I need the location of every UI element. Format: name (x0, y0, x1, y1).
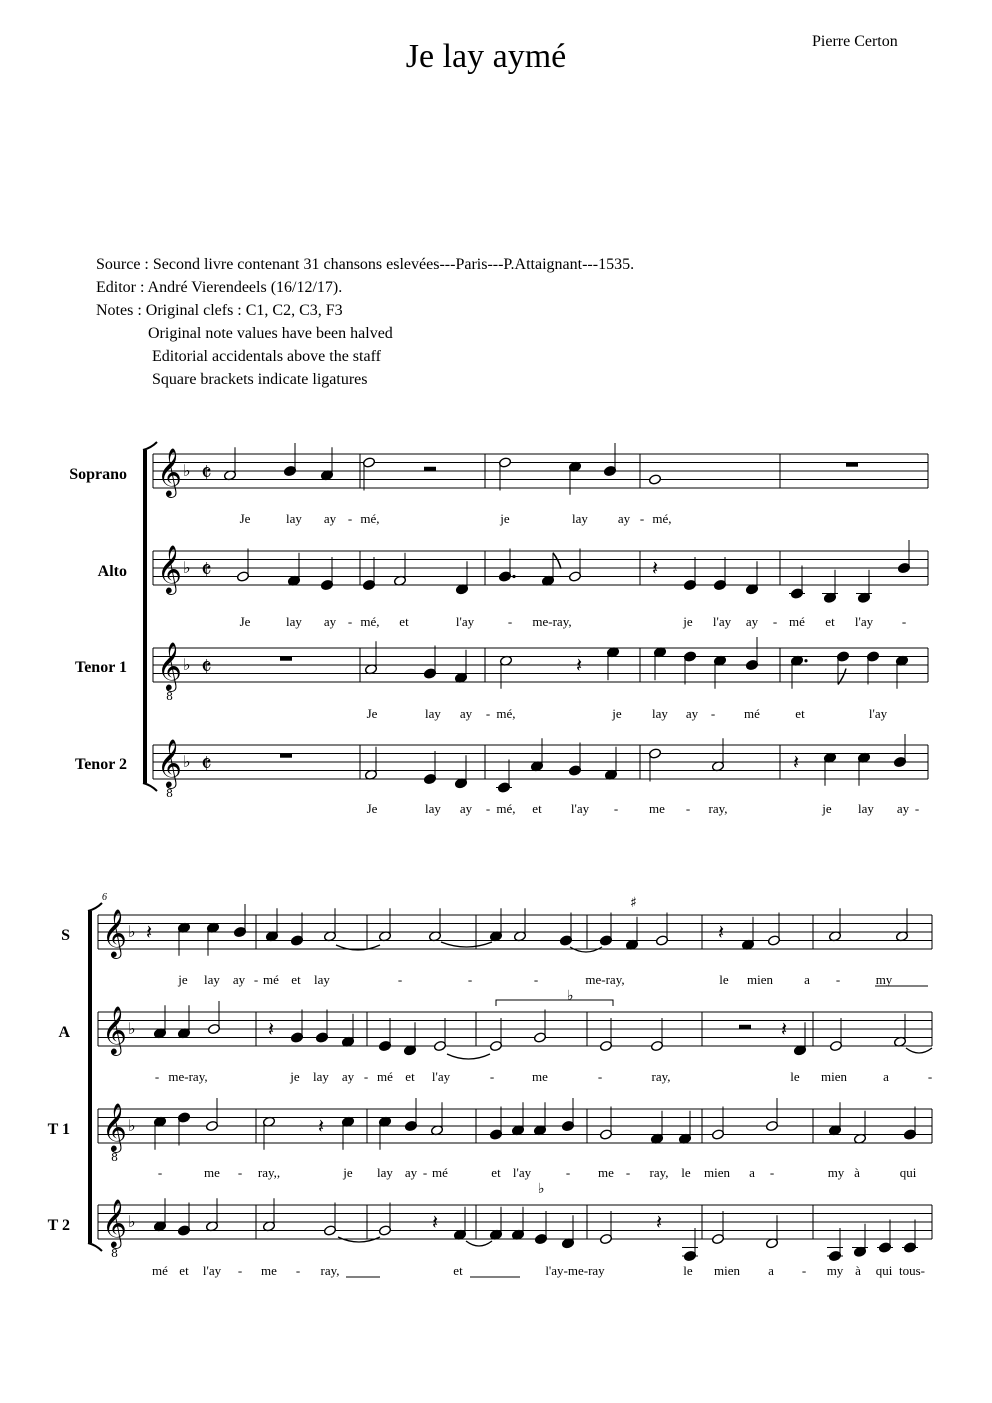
quarter-rest: 𝄽 (781, 1017, 788, 1041)
lyric-syllable: - (467, 972, 473, 987)
lyric-syllable: mé (432, 1165, 448, 1180)
lyric-syllable: me-ray, (585, 972, 625, 987)
lyric-syllable: ay (459, 706, 473, 721)
quarter-rest: 𝄽 (576, 653, 583, 677)
lyric-syllable: my (875, 972, 893, 987)
lyric-syllable: et (399, 614, 409, 629)
quarter-rest: 𝄽 (793, 750, 800, 774)
voice-abbr-a: A (58, 1024, 70, 1041)
lyric-syllable: mé, (496, 801, 516, 816)
lyric-syllable: l'ay (202, 1263, 222, 1278)
lyric-syllable: mé, (496, 706, 516, 721)
lyric-syllable: je (290, 1069, 300, 1084)
lyric-syllable: et (491, 1165, 501, 1180)
lyric-syllable: à (854, 1165, 860, 1180)
lyric-syllable: my (826, 1263, 844, 1278)
lyric-syllable: - (253, 972, 259, 987)
lyric-syllable: ay (341, 1069, 355, 1084)
treble-clef-icon: 𝄞 (157, 641, 182, 690)
tie (441, 942, 492, 947)
flat-key-signature: ♭ (183, 461, 191, 480)
lyric-syllable: - (237, 1165, 243, 1180)
treble-clef-icon: 𝄞 (157, 544, 182, 593)
lyric-syllable: - (639, 511, 645, 526)
lyric-syllable: ay (896, 801, 910, 816)
treble-clef-icon: 𝄞 (157, 738, 182, 787)
lyric-syllable: - (154, 1069, 160, 1084)
flat-key-signature: ♭ (128, 1212, 136, 1231)
lyric-syllable: et (532, 801, 542, 816)
tie (466, 1241, 492, 1246)
accidentals-note: Editorial accidentals above the staff (96, 348, 381, 365)
lyric-syllable: - (565, 1165, 571, 1180)
lyric-syllable: - (347, 511, 353, 526)
lyric-syllable: et (405, 1069, 415, 1084)
editor-note: Editor : André Vierendeels (16/12/17). (96, 279, 343, 296)
voice-name-alto: Alto (97, 563, 127, 580)
quarter-rest: 𝄽 (318, 1114, 325, 1138)
lyric-syllable: - (901, 614, 907, 629)
octave-mark: 8 (166, 690, 173, 703)
treble-clef-icon: 𝄞 (157, 447, 182, 496)
lyric-syllable: mien (704, 1165, 730, 1180)
lyric-syllable: ray, (649, 1165, 669, 1180)
lyric-syllable: - (347, 614, 353, 629)
lyric-syllable: lay (286, 614, 302, 629)
quarter-rest: 𝄽 (656, 1210, 663, 1234)
lyric-syllable: a (749, 1165, 755, 1180)
lyric-syllable: me (261, 1263, 277, 1278)
page-title: Je lay aymé (405, 38, 567, 75)
flat-key-signature: ♭ (183, 655, 191, 674)
octave-mark: 8 (166, 787, 173, 800)
lyric-syllable: l'ay (570, 801, 590, 816)
lyric-syllable: mien (714, 1263, 740, 1278)
voice-abbr-t2: T 2 (47, 1217, 70, 1234)
lyric-syllable: - (533, 972, 539, 987)
flat-key-signature: ♭ (128, 1019, 136, 1038)
lyric-syllable: et (825, 614, 835, 629)
quarter-rest: 𝄽 (268, 1017, 275, 1041)
bracket-bottom (143, 783, 157, 791)
whole-rest (846, 463, 858, 467)
quarter-rest: 𝄽 (432, 1210, 439, 1234)
lyric-syllable: - (422, 1165, 428, 1180)
lyric-syllable: a (804, 972, 810, 987)
lyric-syllable: mien (747, 972, 773, 987)
lyric-syllable: me-ray, (168, 1069, 208, 1084)
lyric-syllable: ray,, (257, 1165, 281, 1180)
treble-clef-icon: 𝄞 (102, 1198, 127, 1247)
lyric-syllable: l'ay (512, 1165, 532, 1180)
lyric-syllable: et (795, 706, 805, 721)
lyric-syllable: a (883, 1069, 889, 1084)
lyric-syllable: Je (366, 801, 378, 816)
quarter-rest: 𝄽 (718, 920, 725, 944)
lyric-syllable: ay (232, 972, 246, 987)
whole-rest (280, 754, 292, 758)
lyric-syllable: - (397, 972, 403, 987)
lyric-syllable: lay (425, 801, 441, 816)
voice-abbr-s: S (61, 927, 70, 944)
lyric-syllable: ay (617, 511, 631, 526)
lyric-syllable: à (855, 1263, 861, 1278)
cut-time-signature: 𝄵 (201, 556, 212, 584)
lyric-syllable: mé (263, 972, 279, 987)
lyric-syllable: lay (313, 1069, 329, 1084)
lyric-syllable: mé, (360, 511, 380, 526)
lyric-syllable: - (489, 1069, 495, 1084)
lyric-syllable: je (178, 972, 188, 987)
flat-key-signature: ♭ (128, 922, 136, 941)
lyric-syllable: je (683, 614, 693, 629)
lyric-syllable: me (649, 801, 665, 816)
flat-key-signature: ♭ (183, 558, 191, 577)
voice-name-tenor2: Tenor 2 (74, 756, 127, 773)
lyric-syllable: - (835, 972, 841, 987)
lyric-syllable: et (453, 1263, 463, 1278)
lyric-syllable: Je (239, 614, 251, 629)
lyric-syllable: Je (239, 511, 251, 526)
lyric-syllable: lay (286, 511, 302, 526)
lyric-syllable: qui (875, 1263, 893, 1278)
ligatures-note: Square brackets indicate ligatures (96, 371, 368, 388)
lyric-syllable: ray, (708, 801, 728, 816)
lyric-syllable: lay (652, 706, 668, 721)
lyric-syllable: lay (425, 706, 441, 721)
lyric-syllable: mé, (360, 614, 380, 629)
note-flag (553, 553, 561, 569)
treble-clef-icon: 𝄞 (102, 1102, 127, 1151)
lyric-syllable: ay (323, 614, 337, 629)
source-note: Source : Second livre contenant 31 chansons eslevées---Paris---P.Attaignant---1535. (96, 256, 635, 273)
composer: Pierre Certon (812, 33, 898, 50)
values-note: Original note values have been halved (96, 325, 393, 342)
lyric-syllable: tous- (899, 1263, 925, 1278)
lyric-syllable: mé (789, 614, 805, 629)
lyric-syllable: mé (152, 1263, 168, 1278)
ligature-bracket (496, 1000, 613, 1006)
lyric-syllable: le (790, 1069, 800, 1084)
note-head (648, 474, 661, 485)
lyric-syllable: lay (204, 972, 220, 987)
lyric-syllable: - (801, 1263, 807, 1278)
lyric-syllable: mé, (652, 511, 672, 526)
lyric-syllable: - (157, 1165, 163, 1180)
lyric-syllable: - (597, 1069, 603, 1084)
lyric-syllable: - (485, 801, 491, 816)
measure-number: 6 (102, 892, 107, 903)
lyric-syllable: lay (858, 801, 874, 816)
half-rest (424, 467, 436, 471)
lyric-syllable: - (363, 1069, 369, 1084)
lyric-syllable: - (685, 801, 691, 816)
lyric-syllable: me-ray, (532, 614, 572, 629)
lyric-syllable: - (507, 614, 513, 629)
lyric-syllable: me (598, 1165, 614, 1180)
octave-mark: 8 (111, 1151, 118, 1164)
lyric-syllable: - (927, 1069, 933, 1084)
lyric-syllable: l'ay (854, 614, 874, 629)
lyric-syllable: a (768, 1263, 774, 1278)
lyric-syllable: ay (685, 706, 699, 721)
cut-time-signature: 𝄵 (201, 750, 212, 778)
lyric-syllable: - (485, 706, 491, 721)
bracket-top (88, 903, 102, 911)
bracket-bottom (88, 1243, 102, 1251)
lyric-syllable: - (772, 614, 778, 629)
lyric-syllable: my (827, 1165, 845, 1180)
lyric-syllable: - (613, 801, 619, 816)
lyric-syllable: l'ay (868, 706, 888, 721)
quarter-rest: 𝄽 (652, 556, 659, 580)
lyric-syllable: et (291, 972, 301, 987)
lyric-syllable: ay (459, 801, 473, 816)
lyric-syllable: je (822, 801, 832, 816)
dot (512, 575, 515, 578)
lyric-syllable: l'ay (455, 614, 475, 629)
lyric-syllable: et (179, 1263, 189, 1278)
bracket-top (143, 442, 157, 450)
lyric-syllable: ray, (320, 1263, 340, 1278)
lyric-syllable: je (500, 511, 510, 526)
editorial-sharp: ♯ (630, 895, 637, 911)
editorial-flat: ♭ (538, 1181, 545, 1197)
lyric-syllable: qui (899, 1165, 917, 1180)
tie (447, 1054, 490, 1059)
lyric-syllable: lay (572, 511, 588, 526)
cut-time-signature: 𝄵 (201, 459, 212, 487)
lyric-syllable: - (625, 1165, 631, 1180)
lyric-syllable: l'ay (712, 614, 732, 629)
lyric-syllable: lay (314, 972, 330, 987)
tie (906, 1048, 932, 1053)
lyric-syllable: - (295, 1263, 301, 1278)
lyric-syllable: l'ay (431, 1069, 451, 1084)
lyric-syllable: ay (745, 614, 759, 629)
lyric-syllable: mé (377, 1069, 393, 1084)
lyric-syllable: - (237, 1263, 243, 1278)
quarter-rest: 𝄽 (146, 920, 153, 944)
lyric-syllable: me (532, 1069, 548, 1084)
lyric-syllable: me (204, 1165, 220, 1180)
lyric-syllable: ray, (651, 1069, 671, 1084)
lyric-syllable: Je (366, 706, 378, 721)
lyric-syllable: je (612, 706, 622, 721)
flat-key-signature: ♭ (128, 1116, 136, 1135)
lyric-syllable: - (710, 706, 716, 721)
voice-abbr-t1: T 1 (47, 1121, 70, 1138)
octave-mark: 8 (111, 1247, 118, 1260)
editorial-flat: ♭ (567, 988, 574, 1004)
dot (804, 659, 807, 662)
lyric-syllable: - (769, 1165, 775, 1180)
half-rest (739, 1025, 751, 1029)
cut-time-signature: 𝄵 (201, 653, 212, 681)
lyric-syllable: l'ay-me-ray (545, 1263, 605, 1278)
treble-clef-icon: 𝄞 (102, 908, 127, 957)
lyric-syllable: ay (404, 1165, 418, 1180)
whole-rest (280, 657, 292, 661)
clefs-note: Notes : Original clefs : C1, C2, C3, F3 (96, 302, 343, 319)
lyric-syllable: le (719, 972, 729, 987)
treble-clef-icon: 𝄞 (102, 1005, 127, 1054)
lyric-syllable: je (343, 1165, 353, 1180)
lyric-syllable: le (681, 1165, 691, 1180)
lyric-syllable: mé (744, 706, 760, 721)
lyric-syllable: - (914, 801, 920, 816)
lyric-syllable: mien (821, 1069, 847, 1084)
lyric-syllable: le (683, 1263, 693, 1278)
lyric-syllable: lay (377, 1165, 393, 1180)
voice-name-tenor1: Tenor 1 (74, 659, 127, 676)
lyric-syllable: ay (323, 511, 337, 526)
voice-name-soprano: Soprano (69, 466, 127, 483)
flat-key-signature: ♭ (183, 752, 191, 771)
